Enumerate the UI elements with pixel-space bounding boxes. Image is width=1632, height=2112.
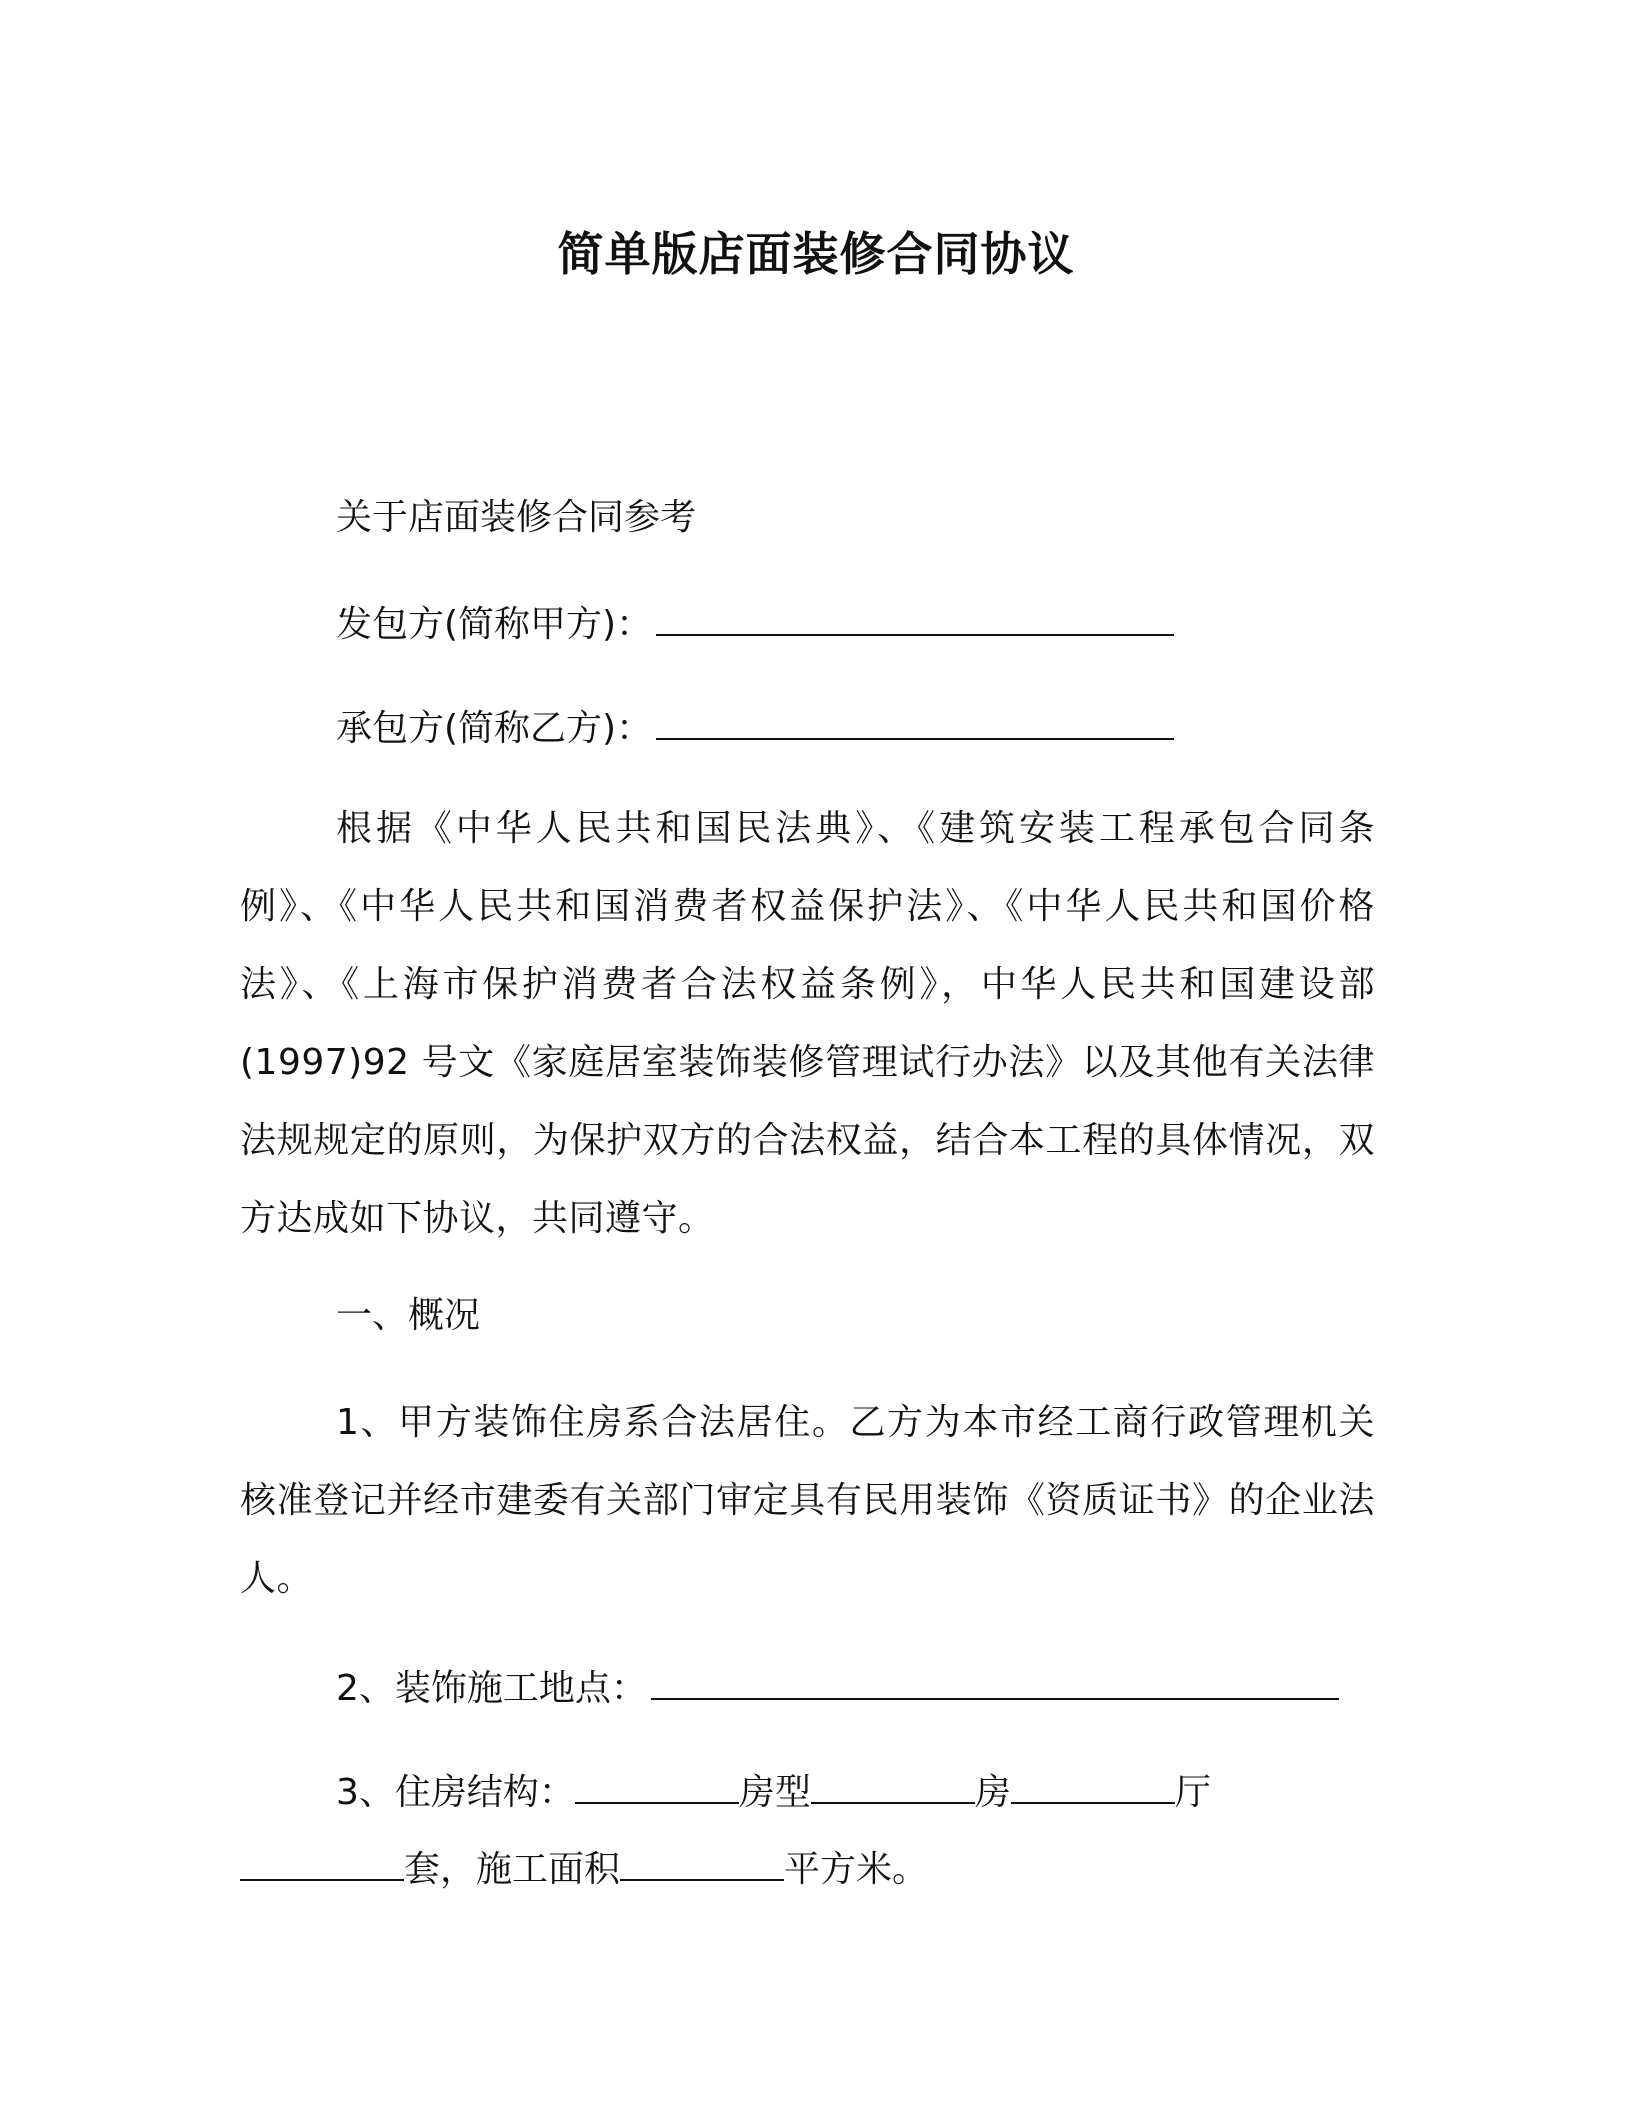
unit-room: 房 — [974, 1772, 1011, 1813]
party-a-blank — [656, 598, 1174, 636]
section-heading-overview: 一、概况 — [336, 1295, 481, 1336]
unit-area: 平方米。 — [784, 1849, 929, 1890]
document-subtitle: 关于店面装修合同参考 — [336, 497, 697, 538]
party-b-blank — [656, 702, 1174, 740]
unit-set: 套，施工面积 — [404, 1849, 621, 1890]
clause-3-line-1 — [336, 1766, 1211, 1819]
document-title: 简单版店面装修合同协议 — [557, 227, 1075, 281]
set-count-blank — [240, 1843, 404, 1881]
area-blank — [620, 1843, 784, 1881]
party-b-line — [336, 702, 1174, 755]
preamble-paragraph: 根据《中华人民共和国民法典》、《建筑安装工程承包合同条例》、《中华人民共和国消费者权益保护法》、《中华人民共和国价格法》、《上海市保护消费者合法权益条例》，中华人民共和国建设部(1997)92 号文《家庭居室装饰装修管理试行办法》以及其他有关法律法规规定的原则，为保护双方的合法权益，结合本工程的具体情况，双方达成如下协议，共同遵守。 — [240, 808, 1375, 1239]
clause-3-label: 3、住房结构： — [336, 1772, 575, 1813]
room-type-blank — [575, 1766, 739, 1804]
clause-3-line-2 — [240, 1843, 928, 1896]
clause-2-label: 2、装饰施工地点： — [336, 1668, 647, 1709]
construction-site-blank — [651, 1662, 1339, 1700]
party-b-label: 承包方(简称乙方)： — [336, 708, 653, 749]
hall-count-blank — [1011, 1766, 1175, 1804]
room-count-blank — [811, 1766, 975, 1804]
clause-2-line — [336, 1662, 1339, 1715]
unit-hall: 厅 — [1174, 1772, 1211, 1813]
clause-1-paragraph: 1、甲方装饰住房系合法居住。乙方为本市经工商行政管理机关核准登记并经市建委有关部门审定具有民用装饰《资质证书》的企业法人。 — [240, 1402, 1375, 1599]
unit-room-type: 房型 — [738, 1772, 811, 1813]
party-a-label: 发包方(简称甲方)： — [336, 604, 653, 645]
party-a-line — [336, 598, 1174, 651]
